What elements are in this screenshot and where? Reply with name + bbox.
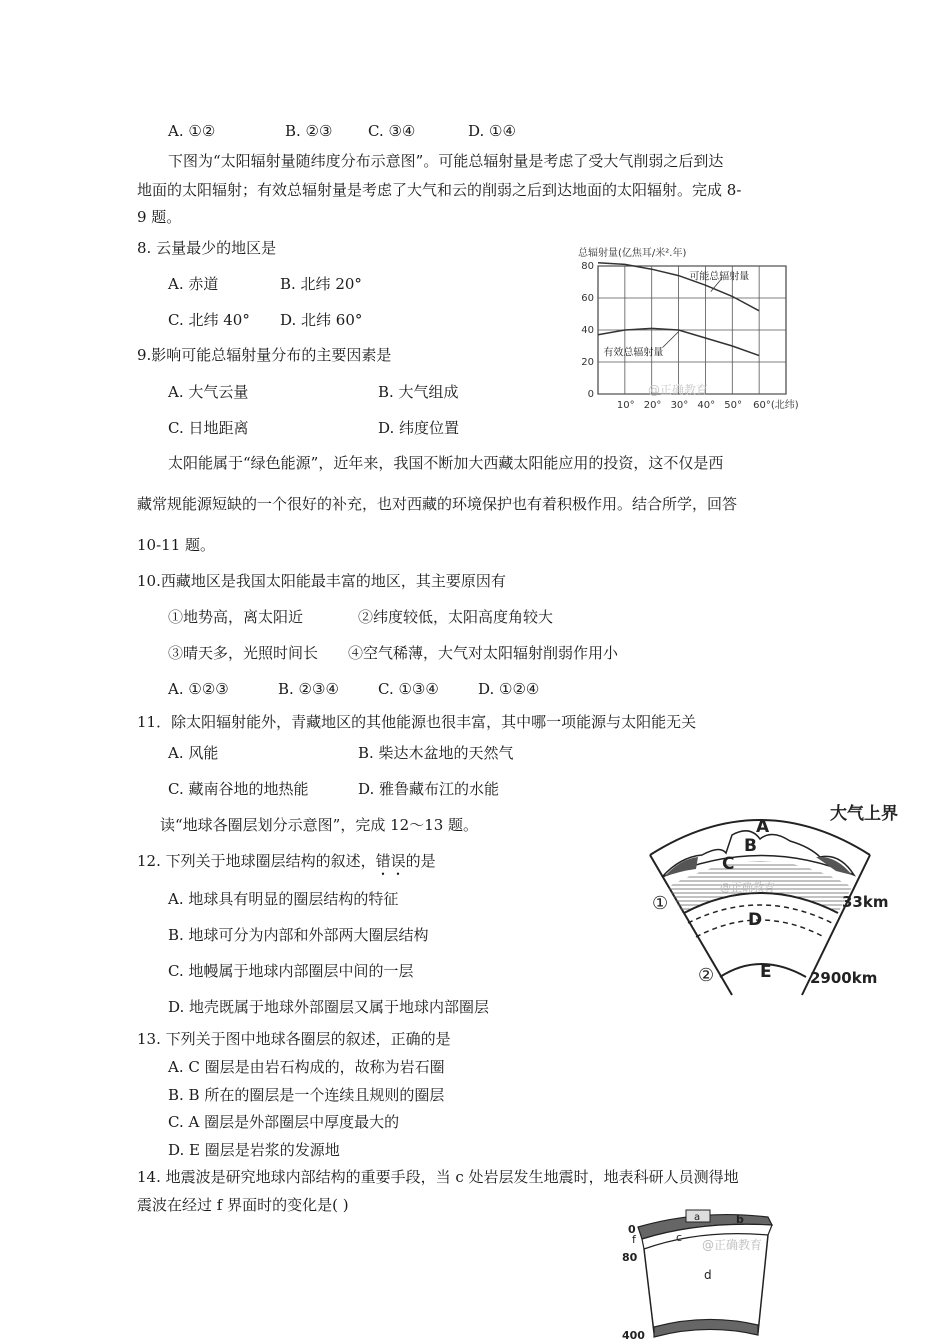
- q12-stem: [137, 852, 436, 879]
- chart-watermark: @正确教育: [648, 383, 709, 397]
- label-a: a: [694, 1212, 701, 1223]
- depth-0: 0: [628, 1223, 636, 1236]
- figure-watermark: @正确教育: [720, 881, 775, 894]
- chart-y-axis-label: 总辐射量(亿焦耳/米².年): [578, 248, 687, 259]
- label-B: B: [744, 836, 757, 856]
- label-f: f: [632, 1233, 636, 1246]
- chart-x-tick-label: 60°(北纬): [753, 400, 799, 411]
- chart-x-tick-label: 40°: [697, 400, 716, 411]
- label-D: D: [748, 910, 763, 930]
- intro-10-11-line3: 10-11 题。: [137, 536, 216, 554]
- intro-8-9-line3: 9 题。: [137, 208, 182, 226]
- q14-line1: 14. 地震波是研究地球内部结构的重要手段，当 c 处岩层发生地震时，地表科研人员测得地: [137, 1168, 739, 1186]
- depth-80: 80: [622, 1251, 638, 1264]
- intro-8-9-line1: 下图为“太阳辐射量随纬度分布示意图”。可能总辐射量是考虑了受大气削弱之后到达: [168, 152, 724, 170]
- label-b: b: [736, 1213, 744, 1226]
- q11-stem: 11．除太阳辐射能外，青藏地区的其他能源也很丰富，其中哪一项能源与太阳能无关: [137, 713, 697, 731]
- chart-x-tick-label: 20°: [643, 400, 662, 411]
- q10-option-c: C. ①③④: [378, 680, 439, 698]
- q10-statement-2: ②纬度较低，太阳高度角较大: [358, 608, 554, 626]
- chart-y-tick-label: 40: [581, 325, 594, 336]
- q7-option-b: B. ②③: [285, 122, 333, 140]
- chart-x-tick-label: 10°: [616, 400, 635, 411]
- series-label-possible: 可能总辐射量: [689, 271, 750, 283]
- q9-option-a: A. 大气云量: [168, 383, 249, 401]
- depth-33km: 33km: [842, 893, 889, 911]
- depth-400: 400: [622, 1329, 645, 1340]
- series-label-leader-effective: [662, 332, 678, 348]
- q10-option-a: A. ①②③: [168, 680, 229, 698]
- q11-option-c: C. 藏南谷地的地热能: [168, 780, 309, 798]
- intro-8-9-line2: 地面的太阳辐射；有效总辐射量是考虑了大气和云的削弱之后到达地面的太阳辐射。完成 8-: [137, 181, 742, 199]
- q13-option-c: C. A 圈层是外部圈层中厚度最大的: [168, 1113, 400, 1131]
- q13-option-d: D. E 圈层是岩浆的发源地: [168, 1141, 340, 1159]
- q10-statement-3: ③晴天多，光照时间长: [168, 644, 319, 662]
- marker-1: ①: [652, 893, 669, 914]
- q8-option-d: D. 北纬 60°: [280, 311, 363, 329]
- q12-stem-emphasis: 错误: [375, 852, 406, 870]
- label-A: A: [756, 817, 770, 837]
- q12-option-a: A. 地球具有明显的圈层结构的特征: [168, 890, 399, 908]
- q7-option-d: D. ①④: [468, 122, 516, 140]
- quake-watermark: @正确教育: [702, 1238, 763, 1252]
- q10-statement-1: ①地势高，离太阳近: [168, 608, 304, 626]
- q11-option-d: D. 雅鲁藏布江的水能: [358, 780, 500, 798]
- left-edge: [644, 1249, 654, 1333]
- label-e: e: [704, 1328, 711, 1339]
- q9-stem: 9.影响可能总辐射量分布的主要因素是: [137, 346, 392, 364]
- chart-y-tick-label: 20: [581, 357, 594, 368]
- q8-stem: 8. 云量最少的地区是: [137, 239, 277, 257]
- q10-statement-4: ④空气稀薄，大气对太阳辐射削弱作用小: [348, 644, 619, 662]
- label-C: C: [722, 854, 735, 874]
- series-label-effective: 有效总辐射量: [603, 347, 664, 359]
- intro-12-13: 读“地球各圈层划分示意图”，完成 12～13 题。: [160, 816, 479, 834]
- earthquake-crust-figure: [620, 1205, 790, 1340]
- chart-y-tick-label: 0: [587, 389, 594, 400]
- q12-option-c: C. 地幔属于地球内部圈层中间的一层: [168, 962, 414, 980]
- q10-option-b: B. ②③④: [278, 680, 339, 698]
- intro-10-11-line2: 藏常规能源短缺的一个很好的补充，也对西藏的环境保护也有着积极作用。结合所学，回答: [137, 495, 738, 513]
- ocean-fill: [664, 857, 698, 877]
- label-atmosphere-top: 大气上界: [830, 804, 898, 824]
- q11-option-b: B. 柴达木盆地的天然气: [358, 744, 514, 762]
- intro-10-11-line1: 太阳能属于“绿色能源”，近年来，我国不断加大西藏太阳能应用的投资，这不仅是西: [168, 454, 724, 472]
- q7-option-c: C. ③④: [368, 122, 416, 140]
- q9-option-d: D. 纬度位置: [378, 419, 460, 437]
- q13-stem: 13. 下列关于图中地球各圈层的叙述，正确的是: [137, 1030, 451, 1048]
- earth-layers-figure: [640, 795, 920, 1015]
- q8-option-b: B. 北纬 20°: [280, 275, 362, 293]
- q8-option-a: A. 赤道: [168, 275, 219, 293]
- q12-option-d: D. 地壳既属于地球外部圈层又属于地球内部圈层: [168, 998, 490, 1016]
- q12-stem-post: 的是: [405, 852, 436, 870]
- q10-option-d: D. ①②④: [478, 680, 540, 698]
- marker-2: ②: [698, 965, 715, 986]
- q8-option-c: C. 北纬 40°: [168, 311, 250, 329]
- label-c: c: [676, 1231, 683, 1244]
- q13-option-a: A. C 圈层是由岩石构成的，故称为岩石圈: [168, 1058, 445, 1076]
- q10-stem: 10.西藏地区是我国太阳能最丰富的地区，其主要原因有: [137, 572, 506, 590]
- q12-option-b: B. 地球可分为内部和外部两大圈层结构: [168, 926, 429, 944]
- radiation-latitude-chart: [560, 244, 800, 414]
- q9-option-b: B. 大气组成: [378, 383, 459, 401]
- q11-option-a: A. 风能: [168, 744, 219, 762]
- depth-2900km: 2900km: [810, 969, 878, 987]
- q9-option-c: C. 日地距离: [168, 419, 249, 437]
- chart-x-tick-label: 50°: [724, 400, 743, 411]
- label-d: d: [704, 1268, 712, 1282]
- chart-y-tick-label: 60: [581, 293, 594, 304]
- chart-x-tick-label: 30°: [670, 400, 689, 411]
- q7-option-a: A. ①②: [168, 122, 216, 140]
- q12-stem-pre: 12. 下列关于地球圈层结构的叙述，: [137, 852, 376, 870]
- chart-y-tick-label: 80: [581, 261, 594, 272]
- q14-line2: 震波在经过 f 界面时的变化是( ): [137, 1196, 349, 1214]
- label-E: E: [760, 962, 772, 982]
- q13-option-b: B. B 所在的圈层是一个连续且规则的圈层: [168, 1086, 445, 1104]
